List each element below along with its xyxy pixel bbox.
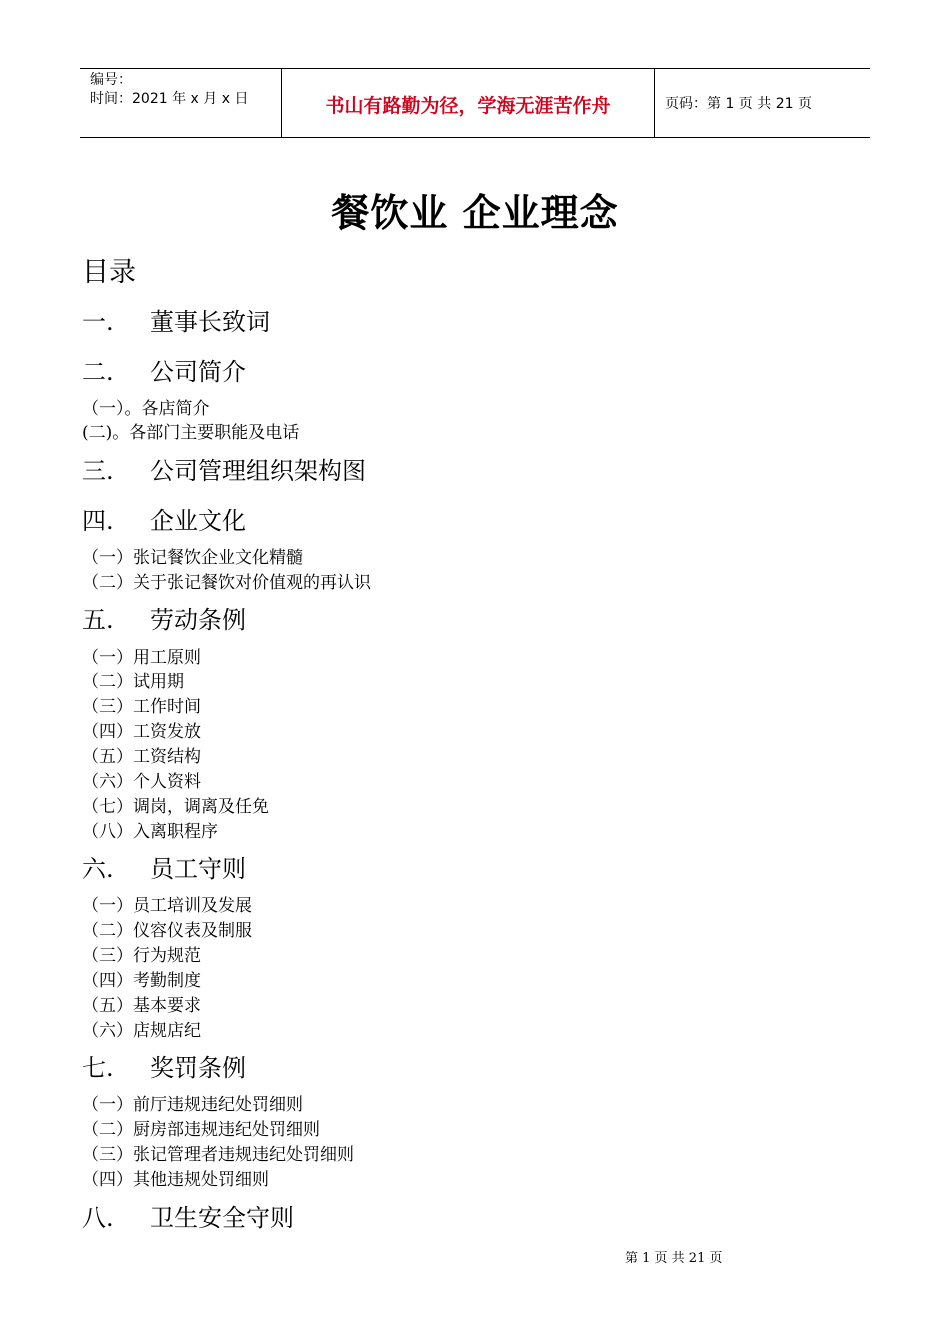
toc-subitem: (二)。各部门主要职能及电话 [82, 423, 300, 443]
section-label: 董事长致词 [150, 308, 270, 336]
section-label: 员工守则 [150, 855, 246, 883]
toc-subitem: （五）工资结构 [82, 747, 201, 767]
toc-section [82, 849, 246, 881]
toc-subitem: （三）行为规范 [82, 946, 201, 966]
toc-subitem: （二）关于张记餐饮对价值观的再认识 [82, 573, 371, 593]
section-label: 公司管理组织架构图 [150, 457, 366, 485]
toc-subitem: （一）用工原则 [82, 648, 201, 668]
toc-subitem: （六）个人资料 [82, 772, 201, 792]
page-footer: 第 1 页 共 21 页 [625, 1251, 723, 1266]
section-label: 奖罚条例 [150, 1054, 246, 1082]
header-right-cell [655, 69, 870, 137]
toc-subitem: （二）仪容仪表及制服 [82, 921, 252, 941]
toc-subitem: （四）工资发放 [82, 722, 201, 742]
section-label: 卫生安全守则 [150, 1204, 294, 1232]
header-left-cell [80, 69, 280, 137]
toc-subitem: （一）。各店简介 [82, 399, 210, 419]
toc-subitem: （四）考勤制度 [82, 971, 201, 991]
section-label: 劳动条例 [150, 606, 246, 634]
document-title: 餐饮业 企业理念 [331, 191, 619, 235]
toc-subitem: （二）厨房部违规违纪处罚细则 [82, 1120, 320, 1140]
toc-subitem: （一）员工培训及发展 [82, 896, 252, 916]
toc-subitem: （三）工作时间 [82, 697, 201, 717]
toc-subitem: （七）调岗，调离及任免 [82, 797, 269, 817]
section-label: 公司简介 [150, 358, 246, 386]
toc-section [82, 352, 246, 384]
section-number: 二. [82, 358, 114, 386]
section-number: 五. [82, 606, 114, 634]
toc-subitem: （八）入离职程序 [82, 822, 218, 842]
toc-subitem: （六）店规店纪 [82, 1021, 201, 1041]
time-label: 时间：2021 年 x 月 x 日 [90, 91, 249, 107]
toc-subitem: （一）张记餐饮企业文化精髓 [82, 548, 303, 568]
serial-label: 编号： [90, 72, 132, 88]
toc-subitem: （一）前厅违规违纪处罚细则 [82, 1095, 303, 1115]
section-number: 四. [82, 507, 114, 535]
toc-section [82, 1048, 246, 1080]
section-number: 八. [82, 1204, 114, 1232]
motto: 书山有路勤为径，学海无涯苦作舟 [325, 95, 611, 117]
toc-subitem: （五）基本要求 [82, 996, 201, 1016]
section-label: 企业文化 [150, 507, 246, 535]
section-number: 六. [82, 855, 114, 883]
header-table [80, 68, 870, 138]
header-center-cell [281, 69, 655, 137]
toc-subitem: （四）其他违规处罚细则 [82, 1170, 269, 1190]
toc-title: 目录 [82, 257, 136, 288]
toc-section [82, 501, 246, 533]
section-number: 一. [82, 308, 114, 336]
toc-section [82, 451, 366, 483]
section-number: 七. [82, 1054, 114, 1082]
toc-section [82, 1198, 294, 1230]
toc-section [82, 302, 270, 334]
section-number: 三. [82, 457, 114, 485]
toc-subitem: （三）张记管理者违规违纪处罚细则 [82, 1145, 354, 1165]
toc-section [82, 600, 246, 632]
page-info: 页码：第 1 页 共 21 页 [665, 96, 812, 112]
toc-subitem: （二）试用期 [82, 672, 184, 692]
